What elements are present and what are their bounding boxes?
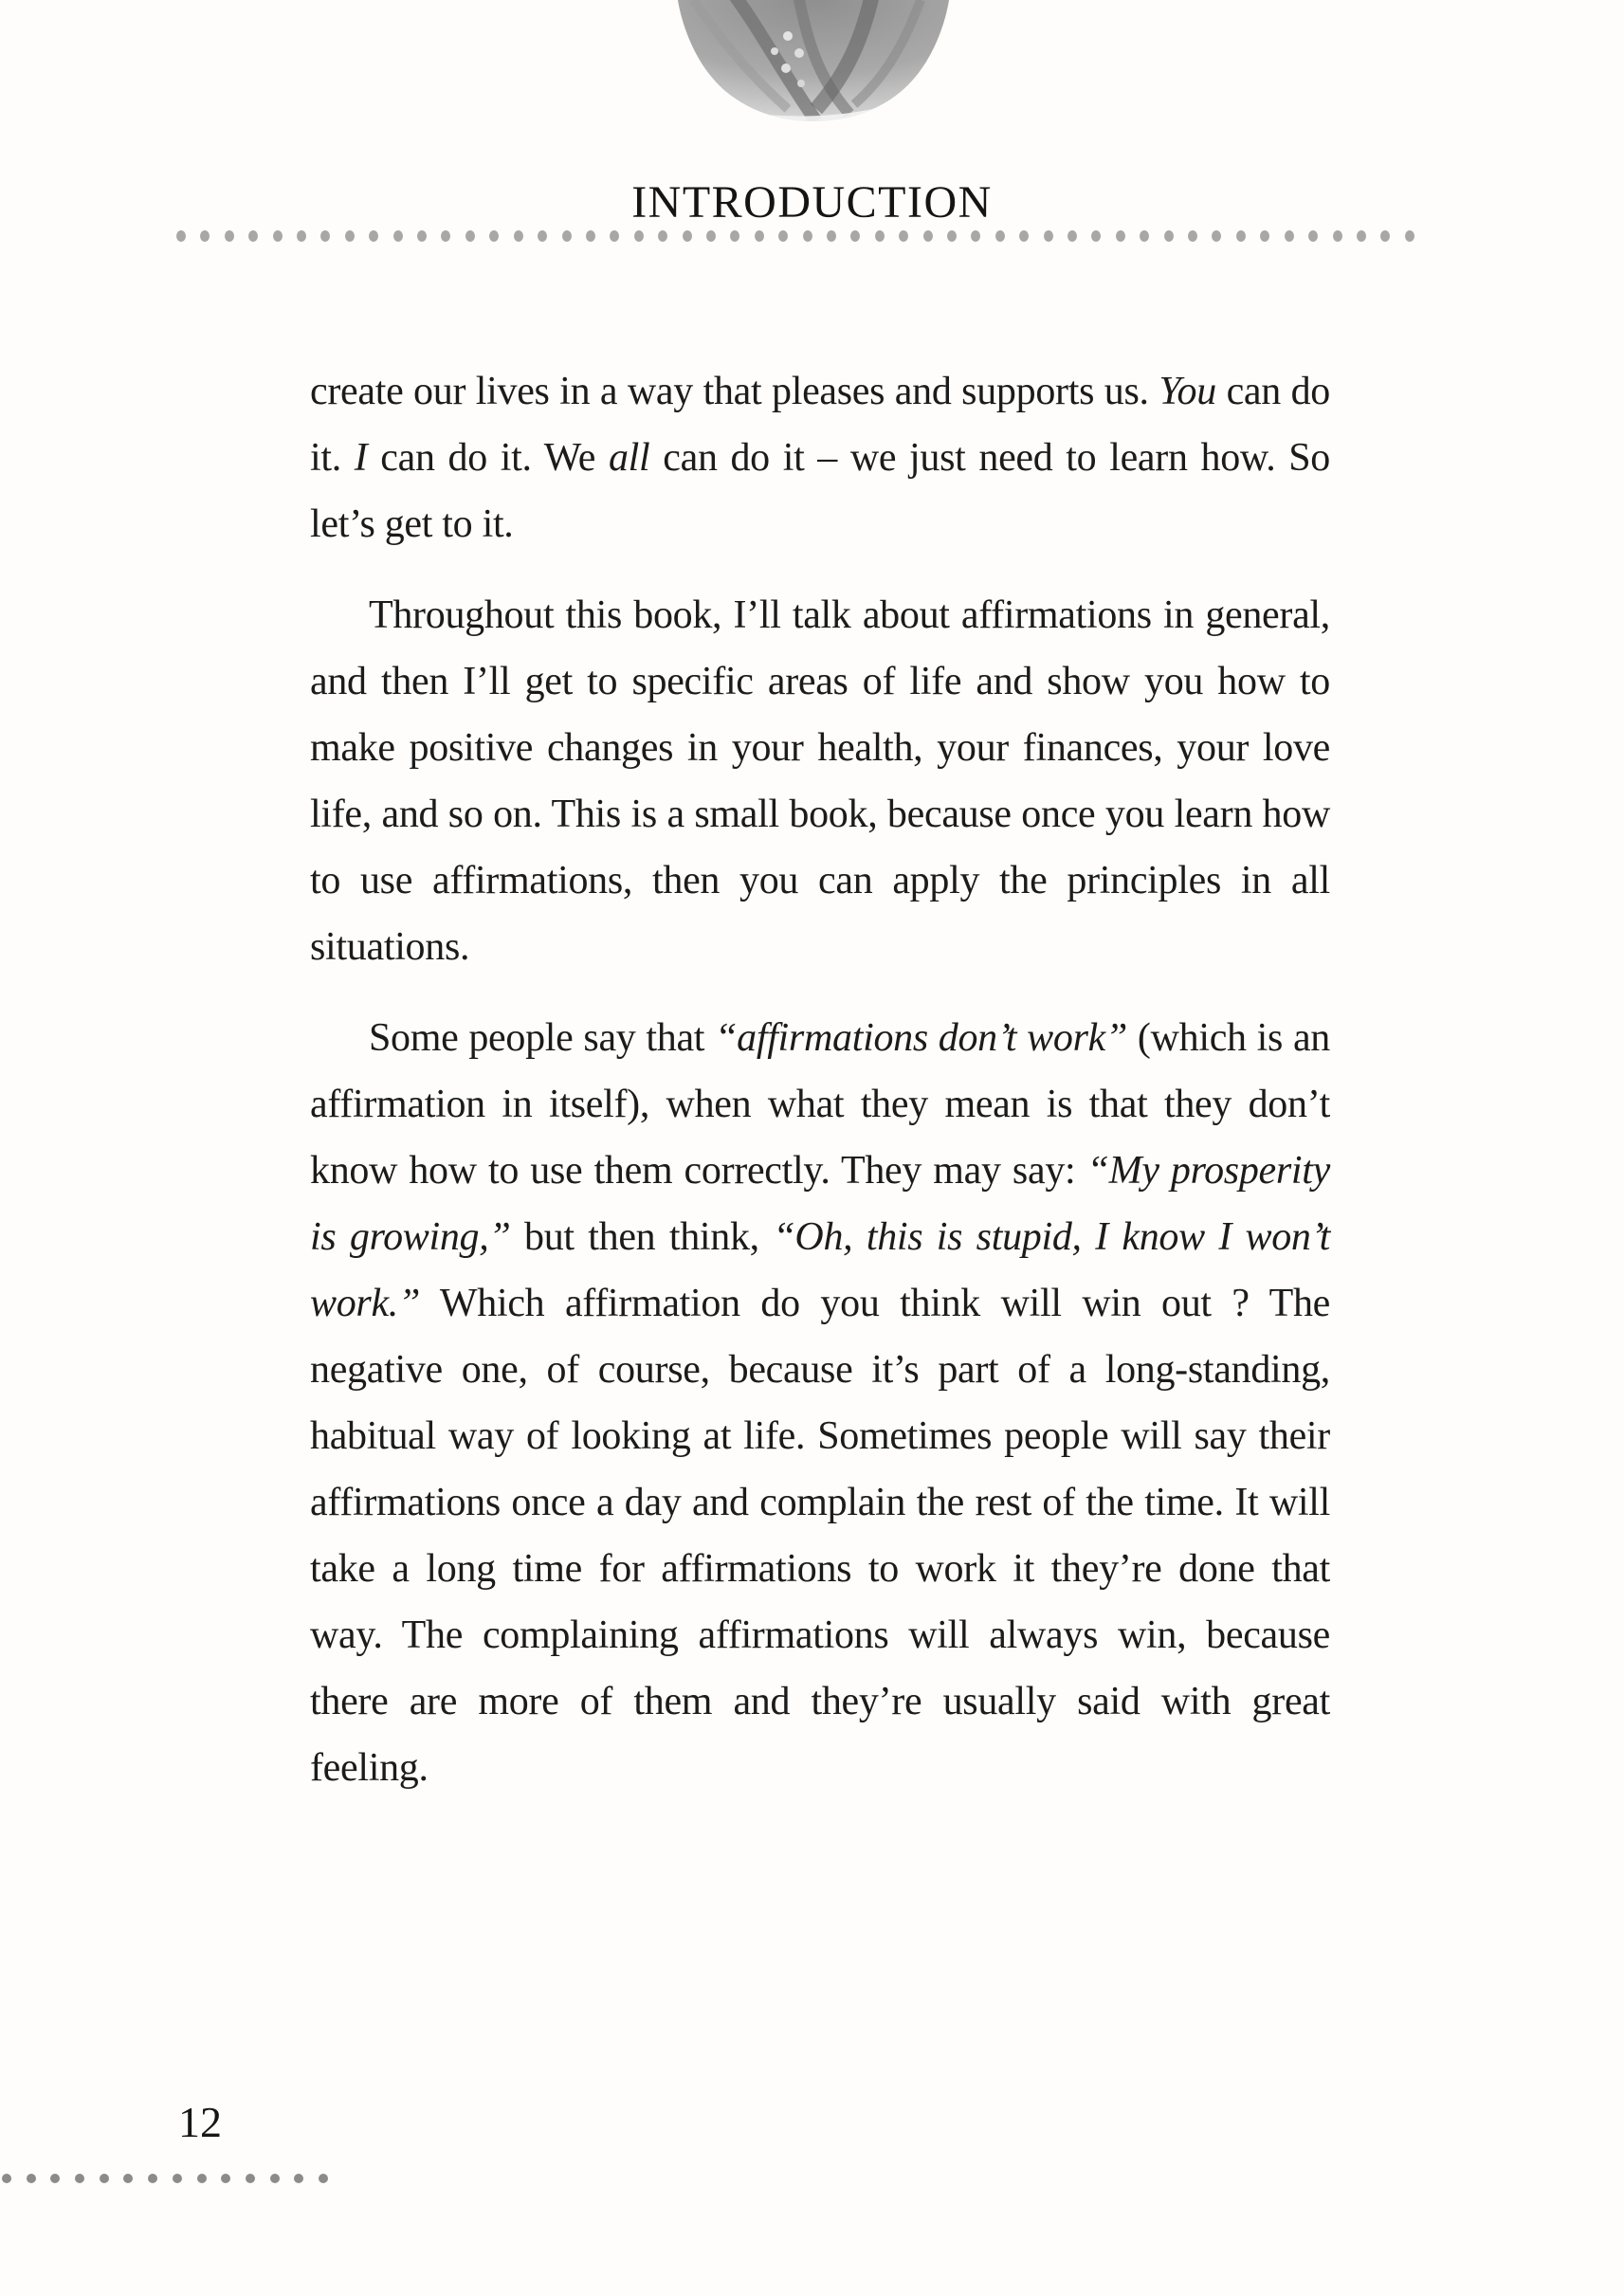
divider-dot xyxy=(1019,230,1029,242)
divider-dot xyxy=(1212,230,1221,242)
divider-dot xyxy=(1357,230,1366,242)
divider-dot xyxy=(827,230,836,242)
divider-dot xyxy=(1260,230,1269,242)
paragraph-p1: create our lives in a way that pleases and supports us. You can do it. I can do it. We all can do it – we just need to learn how. So let’s get to it. xyxy=(310,370,1330,546)
divider-dot xyxy=(393,230,403,242)
divider-dot xyxy=(273,230,283,242)
divider-dot xyxy=(971,230,980,242)
divider-dot xyxy=(850,230,860,242)
divider-dot xyxy=(875,230,885,242)
divider-dot xyxy=(683,230,692,242)
divider-dot xyxy=(1380,230,1390,242)
divider-dot xyxy=(1140,230,1149,242)
divider-dot xyxy=(27,2174,36,2183)
divider-dot xyxy=(995,230,1005,242)
divider-dot xyxy=(755,230,764,242)
divider-dot xyxy=(1091,230,1101,242)
divider-dot xyxy=(225,230,234,242)
divider-dot xyxy=(1285,230,1294,242)
divider-dot xyxy=(1405,230,1414,242)
divider-dot xyxy=(200,230,210,242)
divider-dot xyxy=(369,230,378,242)
divider-dot xyxy=(221,2174,230,2183)
divider-dot xyxy=(1116,230,1125,242)
footer-dotted-divider xyxy=(2,2173,328,2183)
divider-dot xyxy=(947,230,957,242)
divider-dot xyxy=(514,230,523,242)
divider-dot xyxy=(634,230,644,242)
divider-dot xyxy=(123,2174,133,2183)
divider-dot xyxy=(246,2174,255,2183)
divider-dot xyxy=(319,2174,328,2183)
header-dotted-divider xyxy=(176,229,1414,242)
divider-dot xyxy=(899,230,908,242)
divider-dot xyxy=(465,230,475,242)
divider-dot xyxy=(2,2174,11,2183)
divider-dot xyxy=(658,230,667,242)
divider-dot xyxy=(417,230,427,242)
divider-dot xyxy=(197,2174,207,2183)
page-number: 12 xyxy=(178,2098,222,2146)
divider-dot xyxy=(75,2174,84,2183)
divider-dot xyxy=(176,230,186,242)
divider-dot xyxy=(778,230,788,242)
divider-dot xyxy=(100,2174,109,2183)
divider-dot xyxy=(248,230,258,242)
divider-dot xyxy=(706,230,716,242)
divider-dot xyxy=(610,230,619,242)
divider-dot xyxy=(1044,230,1053,242)
divider-dot xyxy=(538,230,547,242)
divider-dot xyxy=(803,230,812,242)
divider-dot xyxy=(50,2174,60,2183)
paragraph-p2: Throughout this book, I’ll talk about affirmations in general, and then I’ll get to specific areas of life and show you how to make positive changes in your health, your finances, your love life, and so on. This is a small book, because once you learn how to use affirmations, then you can apply the principles in all situations. xyxy=(310,593,1330,969)
divider-dot xyxy=(270,2174,280,2183)
divider-dot xyxy=(320,230,330,242)
divider-dot xyxy=(297,230,306,242)
divider-dot xyxy=(1333,230,1342,242)
divider-dot xyxy=(489,230,499,242)
divider-dot xyxy=(1308,230,1318,242)
divider-dot xyxy=(441,230,450,242)
decorative-leaf-image xyxy=(674,0,953,121)
leaf-engraving-graphic xyxy=(674,0,953,121)
divider-dot xyxy=(294,2174,303,2183)
divider-dot xyxy=(1236,230,1246,242)
divider-dot xyxy=(923,230,933,242)
divider-dot xyxy=(1188,230,1197,242)
page-title: INTRODUCTION xyxy=(631,177,993,228)
divider-dot xyxy=(148,2174,157,2183)
divider-dot xyxy=(345,230,355,242)
paragraph-p3: Some people say that “affirmations don’t work” (which is an affirmation in itself), when what they mean is that they don’t know how to use them correctly. They may say: “My prosperity is growing,” but then think, “Oh, this is stupid, I know I won’t work.” Which affirmation do you think will win out ? The negative one, of course, because it’s part of a long-standing, habitual way of looking at life. Sometimes people will say their affirmations once a day and complain the rest of the time. It will take a long time for affirmations to work it they’re done that way. The complaining affirmations will always win, because there are more of them and they’re usually said with great feeling. xyxy=(310,1016,1331,1790)
body-text xyxy=(310,358,1330,1826)
divider-dot xyxy=(586,230,595,242)
divider-dot xyxy=(562,230,572,242)
divider-dot xyxy=(730,230,739,242)
divider-dot xyxy=(173,2174,182,2183)
divider-dot xyxy=(1067,230,1077,242)
divider-dot xyxy=(1164,230,1174,242)
